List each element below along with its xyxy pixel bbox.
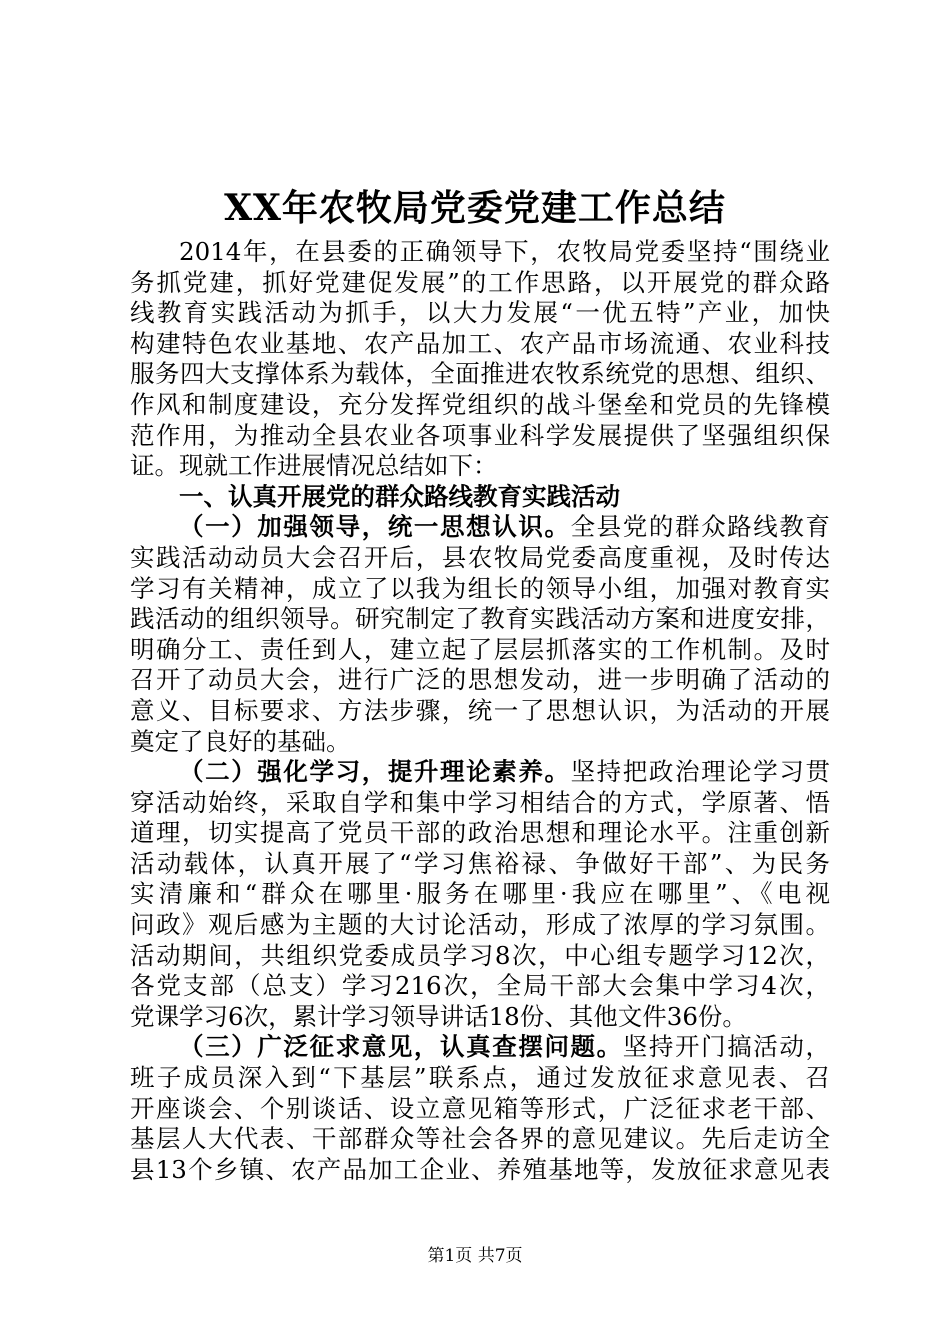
subsection-text: 坚持把政治理论学习贯 <box>570 757 830 787</box>
text-line: 问政》观后感为主题的大讨论活动，形成了浓厚的学习氛围。 <box>130 910 830 940</box>
text-line: 穿活动始终，采取自学和集中学习相结合的方式，学原著、悟 <box>130 787 830 817</box>
text-line: 意义、目标要求、方法步骤，统一了思想认识，为活动的开展 <box>130 695 830 725</box>
subsection-text: 全县党的群众路线教育 <box>570 512 830 542</box>
text-line: 基层人大代表、干部群众等社会各界的意见建议。先后走访全 <box>130 1124 830 1154</box>
text-line: 范作用，为推动全县农业各项事业科学发展提供了坚强组织保 <box>130 420 830 450</box>
text-line: 县13个乡镇、农产品加工企业、养殖基地等，发放征求意见表 <box>130 1154 830 1184</box>
text-line <box>130 757 830 788</box>
text-line: 服务四大支撑体系为载体，全面推进农牧系统党的思想、组织、 <box>130 359 830 389</box>
text-line: 践活动的组织领导。研究制定了教育实践活动方案和进度安排， <box>130 604 830 634</box>
text-line: 构建特色农业基地、农产品加工、农产品市场流通、农业科技 <box>130 328 830 358</box>
text-line: 班子成员深入到“下基层”联系点，通过发放征求意见表、召 <box>130 1063 830 1093</box>
text-line: 证。现就工作进展情况总结如下： <box>130 451 498 481</box>
text-line: 实清廉和“群众在哪里·服务在哪里·我应在哪里”、《电视 <box>130 879 830 909</box>
text-line: 务抓党建，抓好党建促发展”的工作思路，以开展党的群众路 <box>130 267 830 297</box>
text-line: 线教育实践活动为抓手，以大力发展“一优五特”产业，加快 <box>130 298 830 328</box>
text-line <box>130 1032 830 1063</box>
text-line: 学习有关精神，成立了以我为组长的领导小组，加强对教育实 <box>130 573 830 603</box>
text-line: 实践活动动员大会召开后，县农牧局党委高度重视，及时传达 <box>130 542 830 572</box>
text-line: 奠定了良好的基础。 <box>130 726 351 756</box>
text-line: 明确分工、责任到人，建立起了层层抓落实的工作机制。及时 <box>130 634 830 664</box>
text-line: 开座谈会、个别谈话、设立意见箱等形式，广泛征求老干部、 <box>130 1093 830 1123</box>
text-line: 活动载体，认真开展了“学习焦裕禄、争做好干部”、为民务 <box>130 848 830 878</box>
subsection-1 <box>130 512 830 757</box>
text-line <box>130 512 830 543</box>
document-body <box>130 237 830 1185</box>
text-line: 各党支部（总支）学习216次，全局干部大会集中学习4次， <box>130 971 830 1001</box>
page-footer: 第1页 共7页 <box>427 1246 523 1266</box>
text-line: 活动期间，共组织党委成员学习8次，中心组专题学习12次， <box>130 940 830 970</box>
text-line: 作风和制度建设，充分发挥党组织的战斗堡垒和党员的先锋模 <box>130 389 830 419</box>
document-title: XX年农牧局党委党建工作总结 <box>224 187 726 229</box>
subsection-heading: （三）广泛征求意见，认真查摆问题。 <box>179 1032 623 1062</box>
subsection-2 <box>130 757 830 1032</box>
text-line: 召开了动员大会，进行广泛的思想发动，进一步明确了活动的 <box>130 665 830 695</box>
text-line: 道理，切实提高了党员干部的政治思想和理论水平。注重创新 <box>130 818 830 848</box>
section-heading: 一、认真开展党的群众路线教育实践活动 <box>179 481 620 511</box>
intro-paragraph <box>130 237 830 482</box>
text-line: 党课学习6次，累计学习领导讲话18份、其他文件36份。 <box>130 1001 747 1031</box>
subsection-heading: （二）强化学习，提升理论素养。 <box>179 757 571 787</box>
subsection-text: 坚持开门搞活动， <box>622 1032 831 1062</box>
text-line: 2014年，在县委的正确领导下，农牧局党委坚持“围绕业 <box>179 237 830 266</box>
subsection-3 <box>130 1032 830 1185</box>
subsection-heading: （一）加强领导，统一思想认识。 <box>179 512 571 542</box>
